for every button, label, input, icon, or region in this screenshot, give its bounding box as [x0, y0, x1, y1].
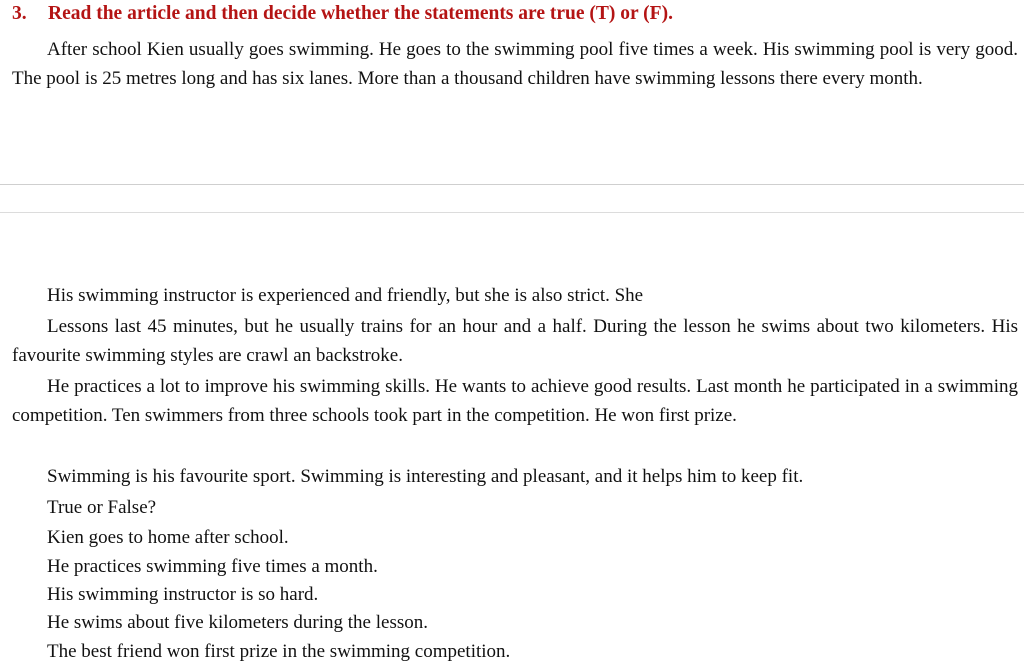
article-paragraph-3: Lessons last 45 minutes, but he usually trains for an hour and a half. During the lesson he swims about two kilometers. His favourite swimming styles are crawl an backstroke.	[12, 316, 1018, 366]
section-divider-top	[0, 184, 1024, 185]
exercise-number: 3.	[12, 3, 27, 24]
question-item: He swims about five kilometers during the lesson.	[47, 612, 428, 633]
question-item: He practices swimming five times a month.	[47, 556, 378, 577]
section-divider-bottom	[0, 212, 1024, 213]
question-item: His swimming instructor is so hard.	[47, 584, 319, 605]
article-paragraph-5: Swimming is his favourite sport. Swimming is interesting and pleasant, and it helps him to keep fit.	[47, 466, 804, 487]
question-item: The best friend won first prize in the swimming competition.	[47, 641, 511, 662]
exercise-heading	[12, 3, 673, 25]
exercise-instruction: Read the article and then decide whether the statements are true (T) or (F).	[48, 3, 673, 24]
article-paragraph-2: His swimming instructor is experienced and friendly, but she is also strict. She	[47, 285, 644, 306]
question-item: Kien goes to home after school.	[47, 527, 289, 548]
article-paragraph-1: After school Kien usually goes swimming. He goes to the swimming pool five times a week. His swimming pool is very good. The pool is 25 metres long and has six lanes. More than a thousand children have swimming lessons there every month.	[12, 39, 1018, 89]
questions-heading: True or False?	[47, 497, 157, 518]
article-paragraph-4: He practices a lot to improve his swimming skills. He wants to achieve good results. Last month he participated in a swimming competition. Ten swimmers from three schools took part in the competition. He won first prize.	[12, 376, 1018, 426]
